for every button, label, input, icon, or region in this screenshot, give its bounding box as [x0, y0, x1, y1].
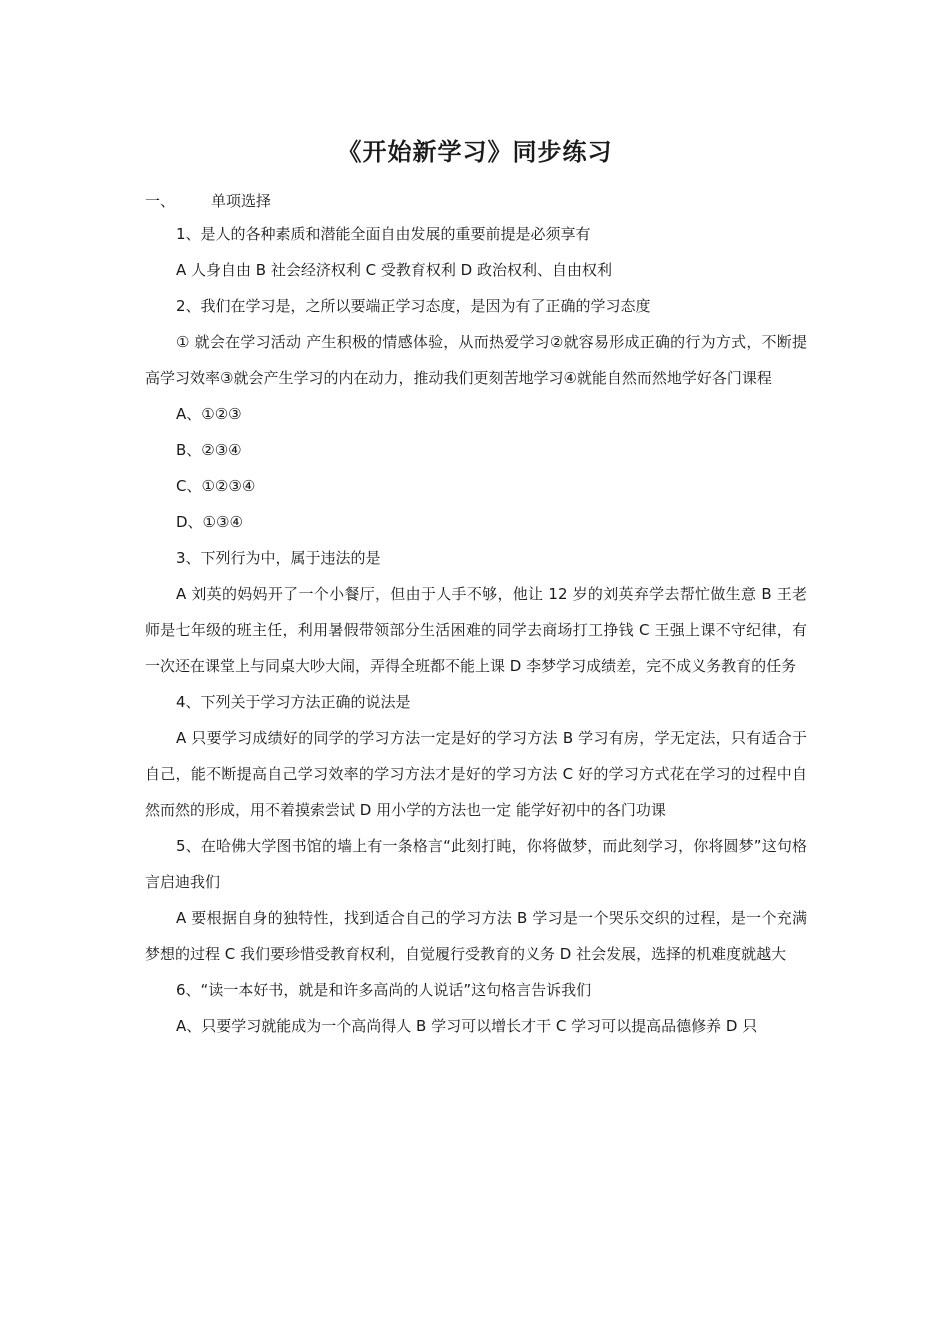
paragraph-q3-options: A 刘英的妈妈开了一个小餐厅，但由于人手不够，他让 12 岁的刘英弃学去帮忙做生意 B 王老师是七年级的班主任，利用暑假带领部分生活困难的同学去商场打工挣钱 C 王强上课不守纪律，有一次还在课堂上与同桌大吵大闹，弄得全班都不能上课 D 李梦学习成绩差，完不成义务教育的任务: [145, 585, 807, 675]
paragraph-q2: 2、我们在学习是，之所以要端正学习态度，是因为有了正确的学习态度: [176, 297, 651, 315]
paragraph-q1: 1、是人的各种素质和潜能全面自由发展的重要前提是必须享有: [176, 225, 591, 243]
paragraph-q6-options: A、只要学习就能成为一个高尚得人 B 学习可以增长才干 C 学习可以提高品德修养 D 只: [176, 1017, 758, 1035]
section-label: 单项选择: [211, 192, 272, 210]
paragraph-q4: 4、下列关于学习方法正确的说法是: [176, 693, 411, 711]
paragraph-q6: 6、“读一本好书，就是和许多高尚的人说话”这句格言告诉我们: [176, 981, 592, 999]
document-title: 《开始新学习》同步练习: [337, 138, 613, 166]
paragraph-q5: 5、在哈佛大学图书馆的墙上有一条格言“此刻打盹，你将做梦，而此刻学习，你将圆梦”这句格言启迪我们: [145, 837, 807, 891]
section-number: 一、: [145, 192, 176, 210]
paragraph-q2-statements: ① 就会在学习活动 产生积极的情感体验，从而热爱学习②就容易形成正确的行为方式，不断提高学习效率③就会产生学习的内在动力，推动我们更刻苦地学习④就能自然而然地学好各门课程: [145, 333, 807, 387]
document-body: [145, 216, 807, 1044]
paragraph-q2-option-d: D、①③④: [176, 513, 243, 531]
paragraph-q4-options: A 只要学习成绩好的同学的学习方法一定是好的学习方法 B 学习有房，学无定法，只有适合于自己，能不断提高自己学习效率的学习方法才是好的学习方法 C 好的学习方式花在学习的过程中自然而然的形成，用不着摸索尝试 D 用小学的方法也一定 能学好初中的各门功课: [145, 729, 807, 819]
paragraph-q2-option-a: A、①②③: [176, 405, 242, 423]
paragraph-q5-options: A 要根据自身的独特性，找到适合自己的学习方法 B 学习是一个哭乐交织的过程，是一个充满梦想的过程 C 我们要珍惜受教育权利，自觉履行受教育的义务 D 社会发展，选择的机难度就越大: [145, 909, 807, 963]
paragraph-q2-option-b: B、②③④: [176, 441, 242, 459]
section-heading: [145, 189, 271, 213]
paragraph-q2-option-c: C、①②③④: [176, 477, 256, 495]
paragraph-q1-options: A 人身自由 B 社会经济权利 C 受教育权利 D 政治权利、自由权利: [176, 261, 612, 279]
paragraph-q3: 3、下列行为中，属于违法的是: [176, 549, 381, 567]
